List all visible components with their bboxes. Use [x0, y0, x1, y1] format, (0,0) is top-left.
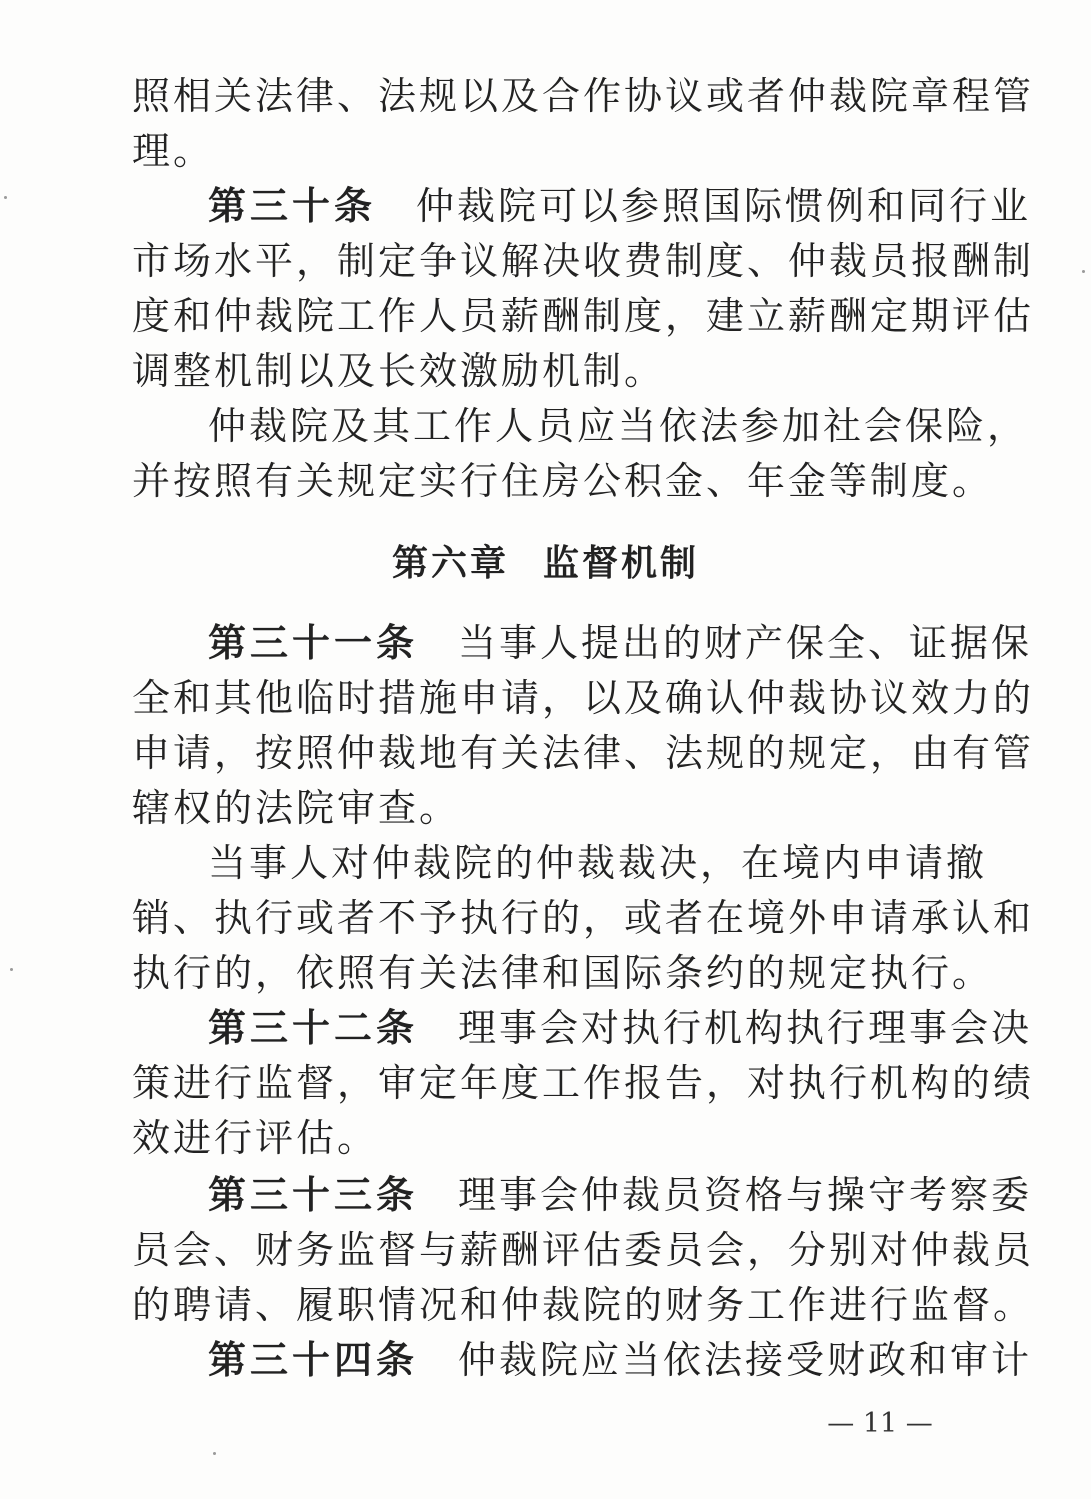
article-number: 第三十一条 — [208, 621, 419, 665]
text-line: 度和仲裁院工作人员薪酬制度，建立薪酬定期评估 — [132, 294, 1035, 338]
article-number: 第三十四条 — [208, 1338, 419, 1382]
page-number: — 11 — — [827, 1408, 933, 1439]
text-line: 销、执行或者不予执行的，或者在境外申请承认和 — [132, 896, 1035, 940]
text-line: 员会、财务监督与薪酬评估委员会，分别对仲裁员 — [132, 1228, 1035, 1272]
scan-speck — [213, 1452, 216, 1455]
text-span: 仲裁院应当依法接受财政和审计 — [458, 1338, 1033, 1382]
article-32-first-line — [208, 1000, 1033, 1056]
article-30-first-line — [208, 178, 1032, 234]
text-line: 照相关法律、法规以及合作协议或者仲裁院章程管 — [132, 74, 1035, 118]
scan-speck — [10, 968, 13, 971]
text-line: 当事人对仲裁院的仲裁裁决，在境内申请撤 — [208, 841, 988, 885]
text-line: 辖权的法院审查。 — [132, 786, 461, 830]
text-line: 并按照有关规定实行住房公积金、年金等制度。 — [132, 459, 994, 503]
text-line: 策进行监督，审定年度工作报告，对执行机构的绩 — [132, 1061, 1035, 1105]
text-line: 仲裁院及其工作人员应当依法参加社会保险， — [208, 404, 1029, 448]
scan-speck — [1082, 270, 1085, 273]
text-line: 全和其他临时措施申请，以及确认仲裁协议效力的 — [132, 676, 1035, 720]
scan-speck — [4, 196, 7, 199]
text-span: 当事人提出的财产保全、证据保 — [458, 621, 1033, 665]
text-line: 调整机制以及长效激励机制。 — [132, 349, 666, 393]
article-34-first-line — [208, 1332, 1033, 1388]
article-number: 第三十二条 — [208, 1006, 419, 1050]
text-span: 仲裁院可以参照国际惯例和同行业 — [416, 184, 1032, 228]
text-line: 的聘请、履职情况和仲裁院的财务工作进行监督。 — [132, 1283, 1035, 1327]
text-span: 理事会仲裁员资格与操守考察委 — [458, 1173, 1033, 1217]
chapter-title: 监督机制 — [543, 543, 700, 584]
chapter-heading — [0, 536, 1091, 592]
article-number: 第三十条 — [208, 184, 377, 228]
chapter-number: 第六章 — [391, 543, 509, 584]
text-line: 理。 — [132, 129, 215, 173]
text-line: 市场水平，制定争议解决收费制度、仲裁员报酬制 — [132, 239, 1035, 283]
text-span: 理事会对执行机构执行理事会决 — [458, 1006, 1033, 1050]
article-31-first-line — [208, 615, 1033, 671]
article-number: 第三十三条 — [208, 1173, 419, 1217]
text-line: 效进行评估。 — [132, 1116, 379, 1160]
text-line: 申请，按照仲裁地有关法律、法规的规定，由有管 — [132, 731, 1035, 775]
text-line: 执行的，依照有关法律和国际条约的规定执行。 — [132, 951, 994, 995]
article-33-first-line — [208, 1167, 1033, 1223]
